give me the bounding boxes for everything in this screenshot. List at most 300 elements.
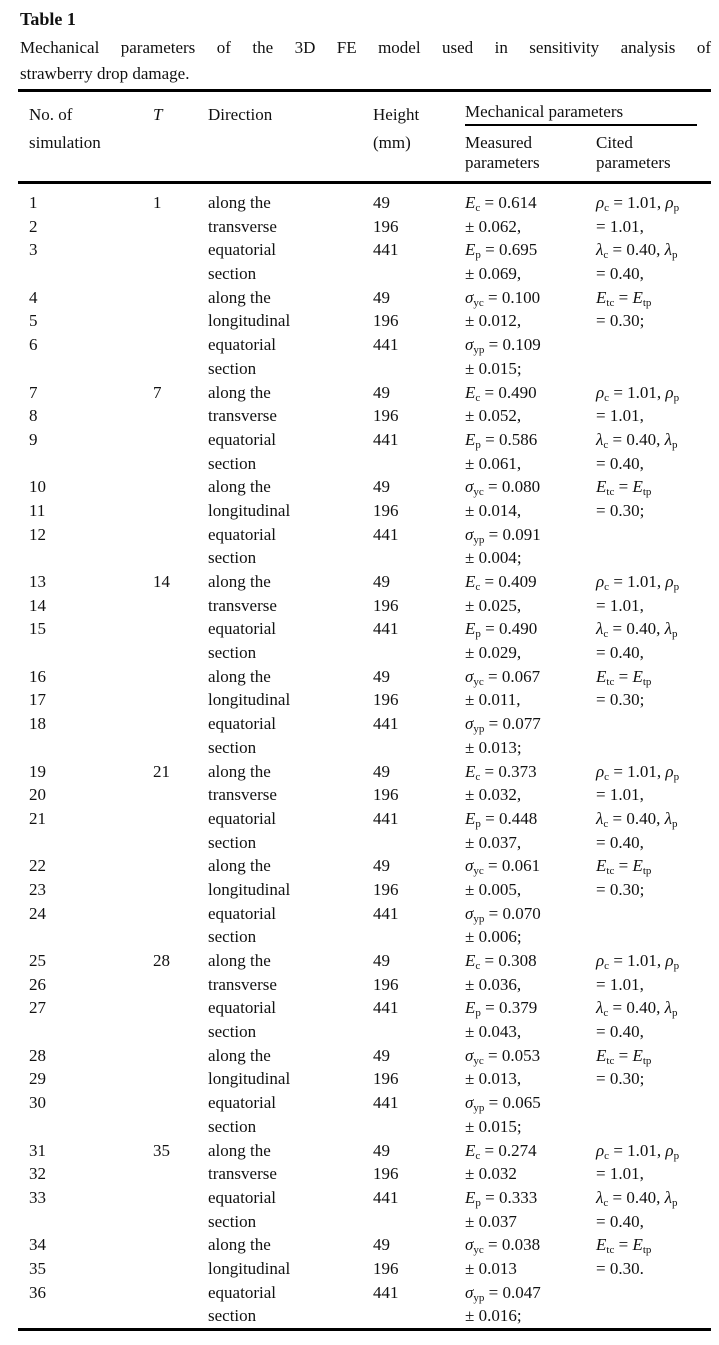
measured-line: ± 0.037 <box>465 1211 517 1231</box>
height-value: 196 <box>373 311 399 331</box>
t-value <box>153 357 208 381</box>
cited-line: $\lambda_c = 0.40$, $\lambda_p$ <box>596 429 678 451</box>
t-value <box>153 712 208 736</box>
measured-line: $\sigma_{yc} = 0.061$ <box>465 856 541 878</box>
table-body <box>18 184 711 1328</box>
header-measured-parameters <box>465 133 596 173</box>
sim-number: 14 <box>29 595 46 615</box>
direction-line: section <box>208 264 257 284</box>
height-value: 196 <box>373 1258 399 1278</box>
height-value: 441 <box>373 714 399 734</box>
table-caption <box>20 35 711 87</box>
height-value: 196 <box>373 974 399 994</box>
sim-number: 10 <box>29 477 46 497</box>
direction-line: equatorial <box>208 1282 276 1302</box>
direction-cell <box>208 760 373 950</box>
height-value <box>373 357 465 381</box>
sim-number: 33 <box>29 1187 46 1207</box>
height-value: 196 <box>373 595 399 615</box>
measured-cell <box>465 1139 596 1329</box>
t-cell <box>153 949 208 1139</box>
direction-cell <box>208 1139 373 1329</box>
sim-number: 8 <box>29 406 38 426</box>
direction-line: transverse <box>208 216 277 236</box>
measured-line: ± 0.005, <box>465 879 522 899</box>
sim-number: 22 <box>29 856 46 876</box>
sim-number: 34 <box>29 1235 46 1255</box>
measured-line: ± 0.061, <box>465 453 522 473</box>
direction-line: section <box>208 643 257 663</box>
t-value <box>153 404 208 428</box>
t-value <box>153 1067 208 1091</box>
cited-line: $\rho_c = 1.01$, $\rho_p$ <box>596 572 680 593</box>
height-value: 441 <box>373 240 399 260</box>
direction-line: longitudinal <box>208 311 291 331</box>
table-block-t-1 <box>18 191 711 381</box>
height-value: 49 <box>373 666 390 686</box>
measured-cell <box>465 760 596 950</box>
height-value: 49 <box>373 1235 390 1255</box>
t-cell <box>153 381 208 571</box>
cited-line: = 0.30. <box>596 1258 644 1278</box>
direction-line: section <box>208 358 257 378</box>
header-t: T <box>153 105 163 124</box>
measured-line: $\sigma_{yc} = 0.067$ <box>465 666 541 688</box>
height-value <box>373 546 465 570</box>
height-value: 49 <box>373 287 390 307</box>
height-value <box>373 1115 465 1139</box>
direction-line: section <box>208 548 257 568</box>
t-value <box>153 428 208 452</box>
cited-line: = 0.30; <box>596 500 645 520</box>
t-value: 21 <box>153 761 170 781</box>
cited-line <box>596 523 711 547</box>
direction-line: longitudinal <box>208 1258 291 1278</box>
t-value <box>153 262 208 286</box>
measured-line: $E_p = 0.490$ <box>465 619 538 641</box>
height-value: 441 <box>373 524 399 544</box>
sim-cell <box>29 760 153 950</box>
height-cell <box>373 760 465 950</box>
t-cell <box>153 760 208 950</box>
height-value: 196 <box>373 1164 399 1184</box>
cited-line: = 1.01, <box>596 974 644 994</box>
measured-line: ± 0.013; <box>465 737 522 757</box>
measured-line: $\sigma_{yp} = 0.077$ <box>465 714 541 736</box>
sim-number: 24 <box>29 903 46 923</box>
measured-line: $\sigma_{yp} = 0.047$ <box>465 1282 541 1304</box>
t-value <box>153 475 208 499</box>
sim-number: 17 <box>29 690 46 710</box>
cited-line <box>596 1091 711 1115</box>
t-value <box>153 333 208 357</box>
height-value: 196 <box>373 690 399 710</box>
header-line: parameters <box>596 153 671 172</box>
cited-line: $\rho_c = 1.01$, $\rho_p$ <box>596 193 680 214</box>
t-value: 1 <box>153 193 162 212</box>
cited-cell <box>596 570 711 760</box>
table-block-t-28 <box>18 949 711 1139</box>
t-value <box>153 878 208 902</box>
height-value <box>373 641 465 665</box>
cited-line: = 1.01, <box>596 595 644 615</box>
measured-line: ± 0.037, <box>465 832 522 852</box>
sim-number: 35 <box>29 1258 46 1278</box>
sim-number <box>29 452 153 476</box>
measured-line: ± 0.013, <box>465 1069 522 1089</box>
sim-number: 12 <box>29 524 46 544</box>
measured-line: $E_c = 0.274$ <box>465 1140 537 1162</box>
height-value <box>373 1020 465 1044</box>
cited-line <box>596 357 711 381</box>
t-value <box>153 973 208 997</box>
t-value: 14 <box>153 572 170 591</box>
cited-line: = 1.01, <box>596 216 644 236</box>
direction-line: transverse <box>208 785 277 805</box>
table-block-t-35 <box>18 1139 711 1329</box>
cited-line <box>596 925 711 949</box>
height-value: 49 <box>373 193 390 212</box>
cited-line: = 0.30; <box>596 690 645 710</box>
direction-line: section <box>208 1306 257 1326</box>
sim-cell <box>29 381 153 571</box>
sim-number: 25 <box>29 951 46 970</box>
sim-number: 21 <box>29 808 46 828</box>
t-value <box>153 1257 208 1281</box>
t-value <box>153 286 208 310</box>
cited-line <box>596 1115 711 1139</box>
height-value: 441 <box>373 1282 399 1302</box>
sim-number: 7 <box>29 382 38 402</box>
direction-line: equatorial <box>208 619 276 639</box>
cited-line: = 0.30; <box>596 879 645 899</box>
sim-number: 15 <box>29 619 46 639</box>
measured-line: ± 0.069, <box>465 264 522 284</box>
direction-line: along the <box>208 1235 271 1255</box>
measured-line: ± 0.032 <box>465 1164 517 1184</box>
height-value: 49 <box>373 1140 390 1160</box>
sim-number: 23 <box>29 879 46 899</box>
t-cell <box>153 1139 208 1329</box>
measured-line: $E_c = 0.614$ <box>465 193 537 214</box>
cited-line: $\rho_c = 1.01$, $\rho_p$ <box>596 1140 680 1162</box>
t-value <box>153 617 208 641</box>
header-line: Cited <box>596 133 633 152</box>
measured-line: $\sigma_{yc} = 0.100$ <box>465 287 541 309</box>
cited-line: $\lambda_c = 0.40$, $\lambda_p$ <box>596 240 678 262</box>
cited-line: = 1.01, <box>596 406 644 426</box>
measured-line: $E_c = 0.373$ <box>465 761 537 783</box>
direction-line: section <box>208 737 257 757</box>
height-cell <box>373 191 465 381</box>
cited-line: $E_{tc} = E_{tp}$ <box>596 1235 652 1257</box>
cited-line <box>596 546 711 570</box>
sim-number <box>29 736 153 760</box>
height-value: 196 <box>373 785 399 805</box>
direction-line: along the <box>208 193 271 212</box>
direction-line: equatorial <box>208 1187 276 1207</box>
height-value <box>373 925 465 949</box>
sim-number: 20 <box>29 785 46 805</box>
measured-line: $\sigma_{yc} = 0.038$ <box>465 1235 541 1257</box>
direction-line: along the <box>208 1045 271 1065</box>
direction-line: section <box>208 1211 257 1231</box>
direction-line: equatorial <box>208 1093 276 1113</box>
t-value <box>153 925 208 949</box>
t-value <box>153 1233 208 1257</box>
sim-number: 13 <box>29 572 46 591</box>
t-value <box>153 594 208 618</box>
measured-line: ± 0.014, <box>465 500 522 520</box>
height-value: 441 <box>373 998 399 1018</box>
caption-line-2: strawberry drop damage. <box>20 64 190 83</box>
cited-line: $\rho_c = 1.01$, $\rho_p$ <box>596 951 680 972</box>
sim-cell <box>29 949 153 1139</box>
height-value: 49 <box>373 382 390 402</box>
height-value: 441 <box>373 619 399 639</box>
measured-cell <box>465 191 596 381</box>
direction-line: equatorial <box>208 429 276 449</box>
t-value <box>153 546 208 570</box>
t-cell <box>153 191 208 381</box>
cited-cell <box>596 1139 711 1329</box>
table <box>18 89 711 1331</box>
height-value <box>373 262 465 286</box>
header-cited-parameters <box>596 133 711 173</box>
direction-line: along the <box>208 951 271 970</box>
measured-line: $E_p = 0.448$ <box>465 808 538 830</box>
t-value <box>153 902 208 926</box>
sim-number: 29 <box>29 1069 46 1089</box>
t-value <box>153 215 208 239</box>
direction-line: section <box>208 927 257 947</box>
sim-number: 28 <box>29 1045 46 1065</box>
cited-line: $E_{tc} = E_{tp}$ <box>596 287 652 309</box>
cited-line: = 0.40, <box>596 1211 644 1231</box>
cited-line: = 0.40, <box>596 264 644 284</box>
height-value: 441 <box>373 335 399 355</box>
header-line: simulation <box>29 133 101 152</box>
measured-line: $\sigma_{yp} = 0.109$ <box>465 335 541 357</box>
cited-line: $\lambda_c = 0.40$, $\lambda_p$ <box>596 808 678 830</box>
measured-line: ± 0.036, <box>465 974 522 994</box>
direction-line: longitudinal <box>208 690 291 710</box>
sim-cell <box>29 1139 153 1329</box>
height-value: 196 <box>373 406 399 426</box>
cited-line <box>596 1281 711 1305</box>
header-mechanical-parameters: Mechanical parameters <box>465 102 624 121</box>
sub-header-row <box>465 133 711 173</box>
sim-number: 27 <box>29 998 46 1018</box>
cited-line: $E_{tc} = E_{tp}$ <box>596 856 652 878</box>
height-cell <box>373 570 465 760</box>
t-value: 28 <box>153 951 170 970</box>
height-value: 441 <box>373 808 399 828</box>
header-no-of-simulation <box>29 101 153 181</box>
height-value: 49 <box>373 572 390 591</box>
sim-number <box>29 1304 153 1328</box>
t-value <box>153 736 208 760</box>
height-value: 49 <box>373 951 390 970</box>
measured-line: ± 0.006; <box>465 927 522 947</box>
measured-line: ± 0.052, <box>465 406 522 426</box>
direction-line: section <box>208 1116 257 1136</box>
sim-number: 1 <box>29 193 38 212</box>
bottom-rule <box>18 1328 711 1331</box>
t-value <box>153 1210 208 1234</box>
caption-line-1: Mechanical parameters of the 3D FE model used in sensitivity analysis of <box>20 38 711 57</box>
direction-line: equatorial <box>208 335 276 355</box>
direction-line: section <box>208 832 257 852</box>
direction-line: section <box>208 453 257 473</box>
measured-line: ± 0.016; <box>465 1306 522 1326</box>
measured-line: ± 0.004; <box>465 548 522 568</box>
header-direction: Direction <box>208 105 273 124</box>
measured-cell <box>465 570 596 760</box>
sim-number: 30 <box>29 1093 46 1113</box>
sim-number <box>29 262 153 286</box>
direction-line: equatorial <box>208 714 276 734</box>
table-block-t-7 <box>18 381 711 571</box>
table-block-t-14 <box>18 570 711 760</box>
cited-cell <box>596 381 711 571</box>
sim-number: 11 <box>29 500 46 520</box>
measured-line: $E_p = 0.695$ <box>465 240 538 262</box>
direction-line: along the <box>208 856 271 876</box>
measured-line: ± 0.062, <box>465 216 522 236</box>
measured-line: $\sigma_{yp} = 0.065$ <box>465 1093 541 1115</box>
direction-line: along the <box>208 382 271 402</box>
t-value <box>153 996 208 1020</box>
t-value <box>153 1020 208 1044</box>
t-value <box>153 1044 208 1068</box>
cited-line: = 0.40, <box>596 643 644 663</box>
t-value: 35 <box>153 1140 170 1160</box>
height-value: 196 <box>373 879 399 899</box>
direction-cell <box>208 191 373 381</box>
sim-number: 26 <box>29 974 46 994</box>
direction-line: transverse <box>208 595 277 615</box>
cited-line: $\lambda_c = 0.40$, $\lambda_p$ <box>596 1187 678 1209</box>
cited-line: $\rho_c = 1.01$, $\rho_p$ <box>596 761 680 783</box>
cited-line: = 1.01, <box>596 785 644 805</box>
sim-number <box>29 357 153 381</box>
measured-line: $E_c = 0.409$ <box>465 572 537 593</box>
sim-number: 19 <box>29 761 46 781</box>
t-value <box>153 807 208 831</box>
cited-line: = 0.30; <box>596 1069 645 1089</box>
measured-line: $E_p = 0.586$ <box>465 429 538 451</box>
measured-line: ± 0.043, <box>465 1022 522 1042</box>
cited-line: = 0.30; <box>596 311 645 331</box>
direction-line: along the <box>208 666 271 686</box>
cited-line: = 0.40, <box>596 832 644 852</box>
height-value: 49 <box>373 1045 390 1065</box>
measured-cell <box>465 381 596 571</box>
t-value <box>153 523 208 547</box>
direction-line: along the <box>208 477 271 497</box>
header-mechanical-parameters-group <box>465 101 711 181</box>
sim-number: 3 <box>29 240 38 260</box>
cited-line <box>596 712 711 736</box>
header-line: Measured <box>465 133 533 152</box>
direction-line: transverse <box>208 974 277 994</box>
measured-line: ± 0.011, <box>465 690 521 710</box>
measured-line: ± 0.032, <box>465 785 522 805</box>
table-title: Table 1 <box>20 9 76 29</box>
t-value <box>153 854 208 878</box>
measured-line: ± 0.015; <box>465 1116 522 1136</box>
direction-line: transverse <box>208 1164 277 1184</box>
t-value <box>153 641 208 665</box>
cited-line: = 0.40, <box>596 1022 644 1042</box>
table-header <box>18 92 711 181</box>
sim-number: 9 <box>29 429 38 449</box>
sim-number: 4 <box>29 287 38 307</box>
height-value <box>373 1304 465 1328</box>
height-value: 49 <box>373 477 390 497</box>
sim-number <box>29 546 153 570</box>
t-value <box>153 1091 208 1115</box>
height-value <box>373 1210 465 1234</box>
t-value <box>153 452 208 476</box>
direction-line: longitudinal <box>208 879 291 899</box>
height-cell <box>373 1139 465 1329</box>
direction-line: along the <box>208 761 271 781</box>
sim-number: 36 <box>29 1282 46 1302</box>
sim-number: 5 <box>29 311 38 331</box>
t-value <box>153 831 208 855</box>
height-value: 49 <box>373 761 390 781</box>
t-value <box>153 665 208 689</box>
header-line: (mm) <box>373 133 411 152</box>
sim-number: 32 <box>29 1164 46 1184</box>
measured-line: $E_p = 0.333$ <box>465 1187 538 1209</box>
cited-cell <box>596 760 711 950</box>
sim-number <box>29 925 153 949</box>
spanner-rule <box>465 124 697 126</box>
direction-line: equatorial <box>208 524 276 544</box>
height-value: 49 <box>373 856 390 876</box>
height-value: 196 <box>373 500 399 520</box>
direction-line: equatorial <box>208 240 276 260</box>
sim-number: 31 <box>29 1140 46 1160</box>
direction-line: section <box>208 1022 257 1042</box>
direction-line: along the <box>208 572 271 591</box>
height-value: 441 <box>373 1187 399 1207</box>
cited-line: $\lambda_c = 0.40$, $\lambda_p$ <box>596 619 678 641</box>
header-line: Height <box>373 105 420 124</box>
header-line: parameters <box>465 153 540 172</box>
direction-cell <box>208 949 373 1139</box>
t-value <box>153 238 208 262</box>
t-value <box>153 688 208 712</box>
sim-number: 16 <box>29 666 46 686</box>
measured-line: ± 0.012, <box>465 311 522 331</box>
cited-cell <box>596 949 711 1139</box>
cited-line <box>596 333 711 357</box>
measured-line: ± 0.013 <box>465 1258 517 1278</box>
cited-line: $E_{tc} = E_{tp}$ <box>596 1045 652 1067</box>
height-value: 441 <box>373 429 399 449</box>
t-value <box>153 1281 208 1305</box>
table-block-t-21 <box>18 760 711 950</box>
sim-number: 18 <box>29 714 46 734</box>
sim-number <box>29 1210 153 1234</box>
height-value <box>373 452 465 476</box>
cited-cell <box>596 191 711 381</box>
measured-line: $E_c = 0.490$ <box>465 382 537 404</box>
